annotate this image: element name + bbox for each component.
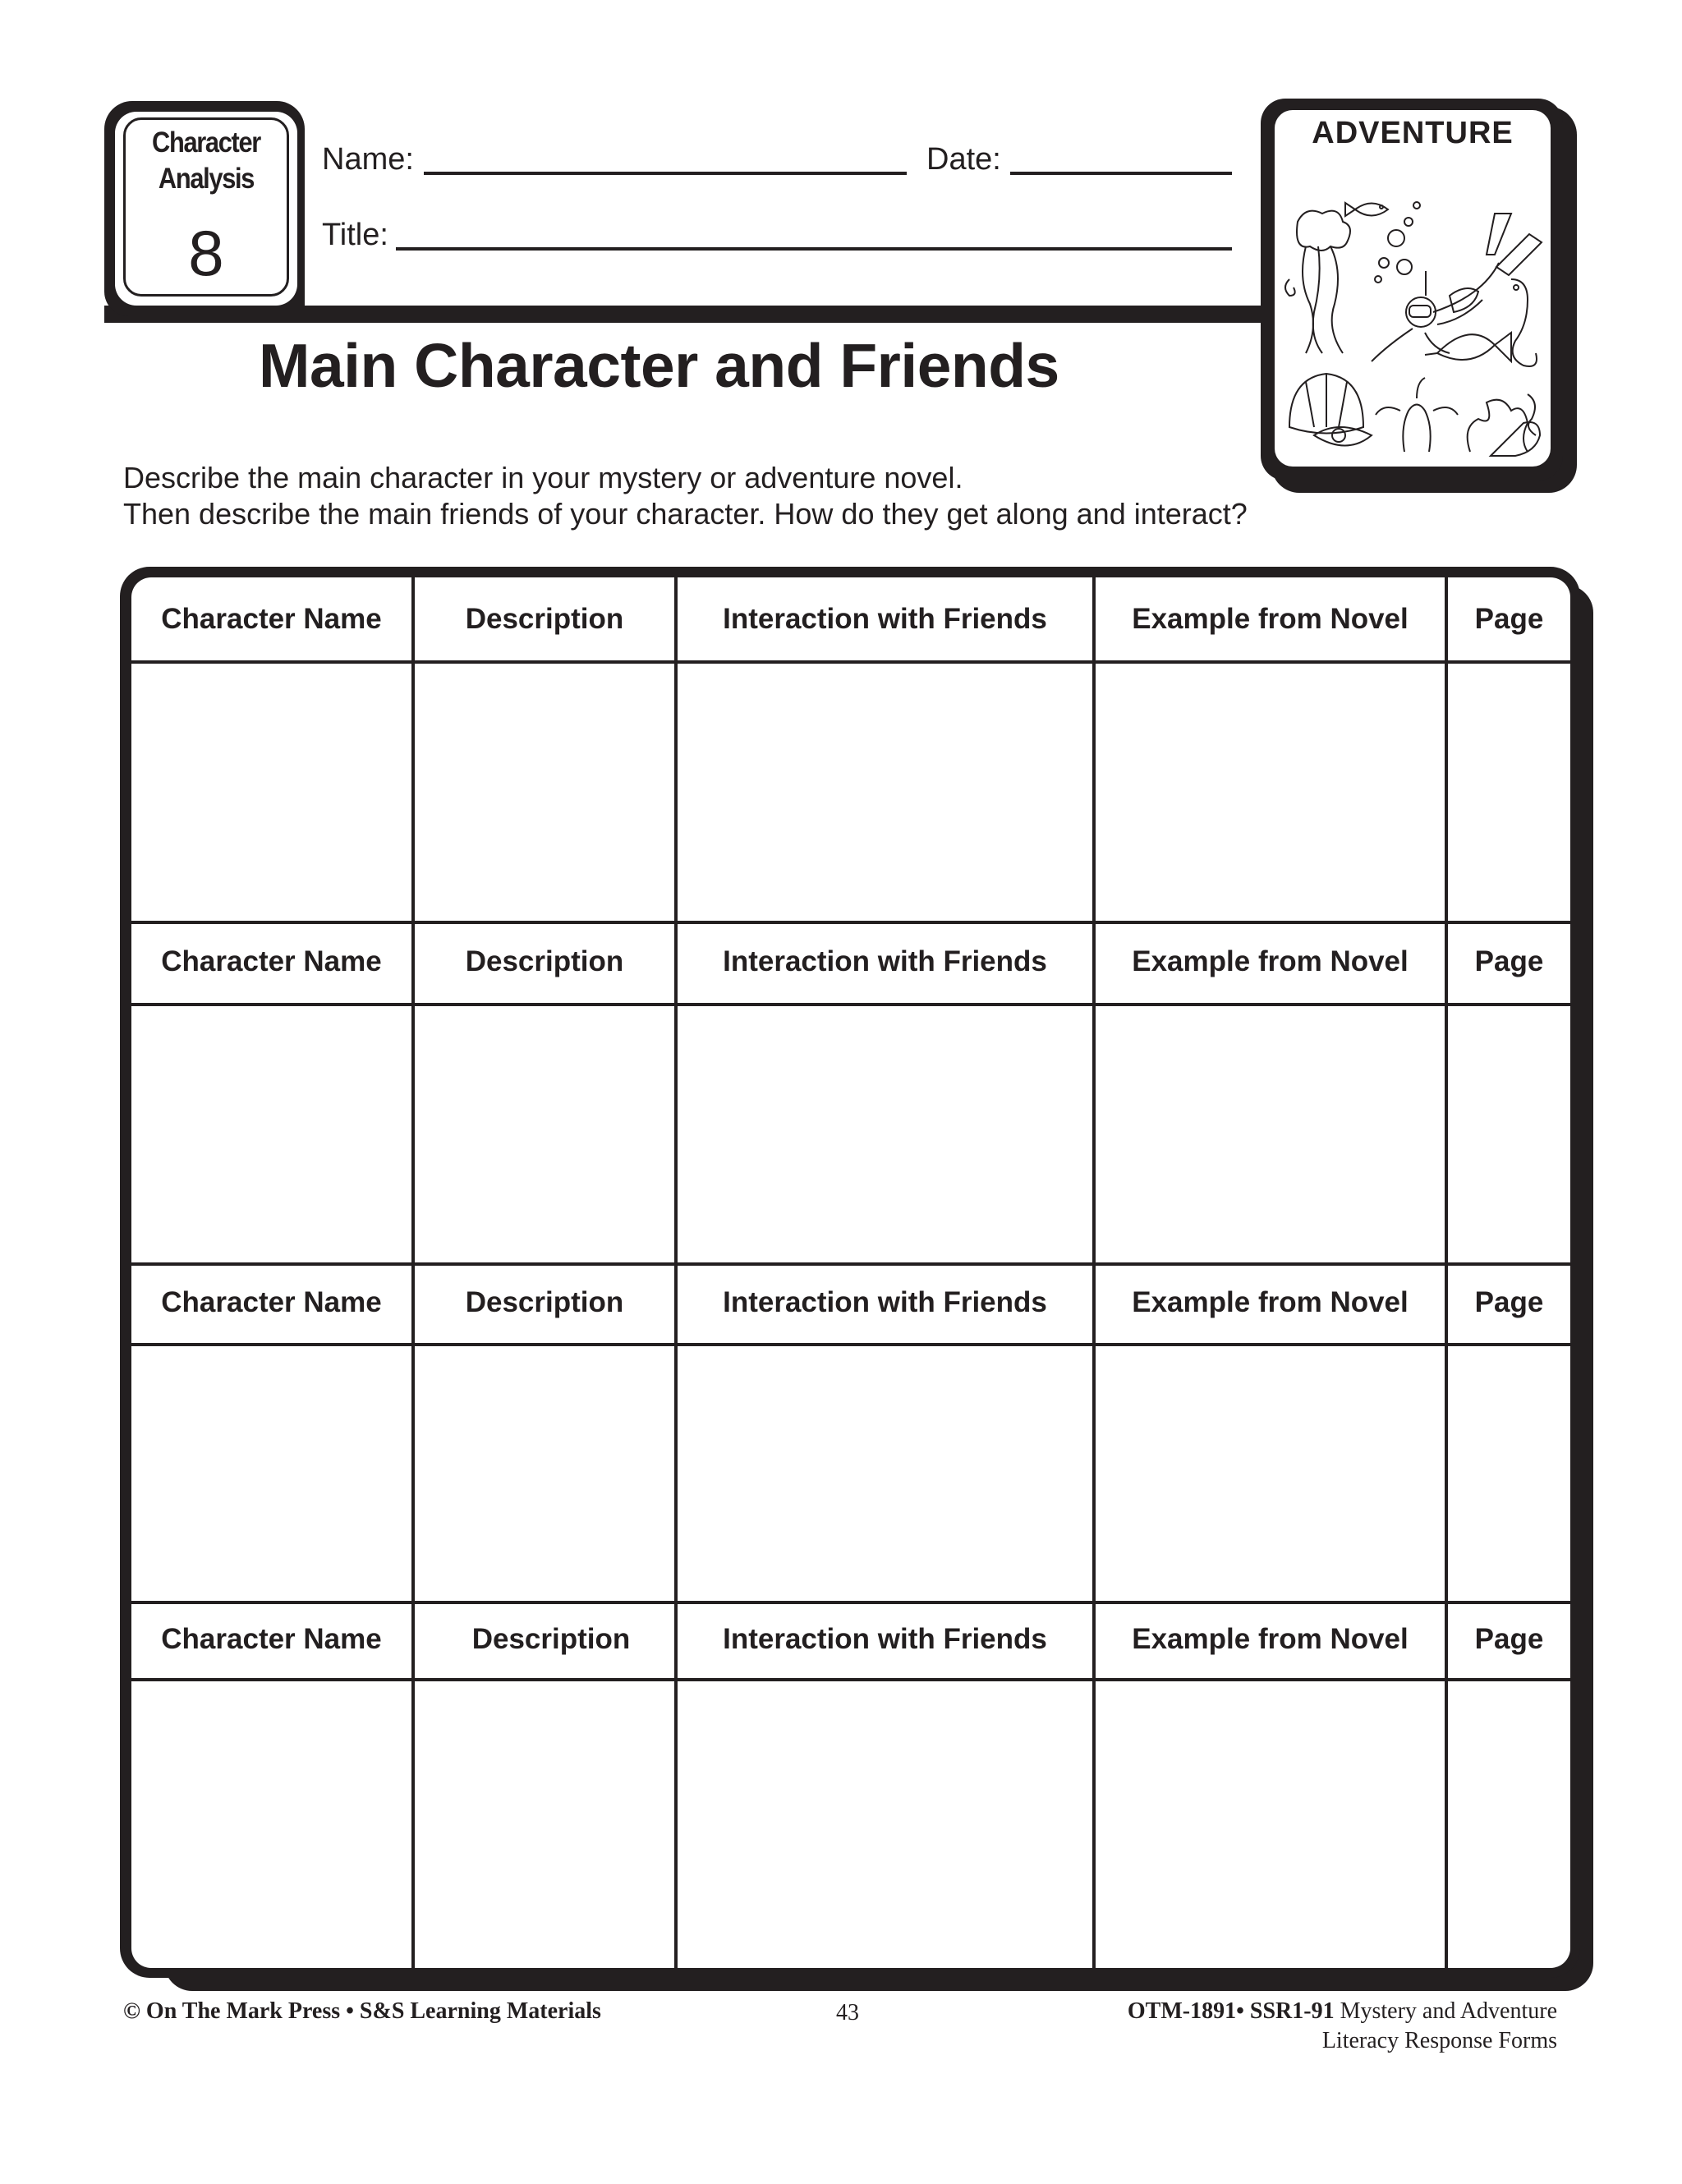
worksheet-number: 8 [188, 217, 224, 289]
genre-label: ADVENTURE [1312, 116, 1514, 150]
instruction-line-1: Describe the main character in your mystery or adventure novel. [123, 461, 963, 494]
cell-page[interactable] [1448, 1346, 1570, 1601]
instruction-line-2: Then describe the main friends of your character. How do they get along and interact? [123, 497, 1248, 531]
cell-character-name[interactable] [131, 664, 411, 921]
header-example: Example from Novel [1132, 945, 1409, 977]
cell-description[interactable] [415, 1346, 674, 1601]
worksheet-badge-label [133, 125, 279, 197]
underwater-diver-illustration [1281, 189, 1546, 460]
header-example: Example from Novel [1132, 1623, 1409, 1655]
cell-interaction[interactable] [678, 1006, 1092, 1262]
name-field[interactable] [424, 172, 907, 175]
header-character-name: Character Name [161, 1286, 382, 1318]
header-page: Page [1474, 1286, 1544, 1318]
cell-page[interactable] [1448, 664, 1570, 921]
footer-series-title: Mystery and Adventure [1334, 1998, 1557, 2024]
header-page: Page [1474, 1623, 1544, 1655]
cell-example[interactable] [1096, 664, 1445, 921]
cell-example[interactable] [1096, 1346, 1445, 1601]
page-title: Main Character and Friends [259, 331, 1059, 400]
cell-character-name[interactable] [131, 1346, 411, 1601]
header-example: Example from Novel [1132, 1286, 1409, 1318]
header-description: Description [465, 1286, 624, 1318]
title-field[interactable] [396, 247, 1232, 251]
row-divider [131, 1262, 1570, 1266]
title-label: Title: [322, 218, 388, 252]
header-interaction: Interaction with Friends [723, 945, 1047, 977]
header-description: Description [465, 603, 624, 635]
cell-page[interactable] [1448, 1006, 1570, 1262]
row-divider [131, 921, 1570, 924]
header-description: Description [471, 1623, 631, 1655]
cell-description[interactable] [415, 664, 674, 921]
footer-product-code: OTM-1891• SSR1-91 [1127, 1998, 1335, 2024]
header-character-name: Character Name [161, 603, 382, 635]
header-interaction: Interaction with Friends [723, 1286, 1047, 1318]
row-divider [131, 1601, 1570, 1604]
header-character-name: Character Name [161, 945, 382, 977]
cell-character-name[interactable] [131, 1006, 411, 1262]
header-page: Page [1474, 603, 1544, 635]
footer-series [1128, 1998, 1557, 2025]
badge-line-2: Analysis [158, 163, 255, 195]
header-example: Example from Novel [1132, 603, 1409, 635]
cell-page[interactable] [1448, 1681, 1570, 1968]
badge-line-1: Character [152, 126, 260, 159]
footer-series-subtitle: Literacy Response Forms [1321, 2028, 1557, 2053]
header-character-name: Character Name [161, 1623, 382, 1655]
cell-example[interactable] [1096, 1681, 1445, 1968]
header-page: Page [1474, 945, 1544, 977]
footer-copyright: © On The Mark Press • S&S Learning Materials [123, 1998, 601, 2024]
header-description: Description [465, 945, 624, 977]
cell-description[interactable] [415, 1006, 674, 1262]
cell-description[interactable] [415, 1681, 674, 1968]
name-label: Name: [322, 142, 414, 177]
page-number: 43 [836, 2000, 859, 2025]
date-field[interactable] [1010, 172, 1232, 175]
date-label: Date: [926, 142, 1001, 177]
header-interaction: Interaction with Friends [723, 603, 1047, 635]
cell-interaction[interactable] [678, 1346, 1092, 1601]
cell-character-name[interactable] [131, 1681, 411, 1968]
header-interaction: Interaction with Friends [723, 1623, 1047, 1655]
cell-example[interactable] [1096, 1006, 1445, 1262]
cell-interaction[interactable] [678, 664, 1092, 921]
cell-interaction[interactable] [678, 1681, 1092, 1968]
